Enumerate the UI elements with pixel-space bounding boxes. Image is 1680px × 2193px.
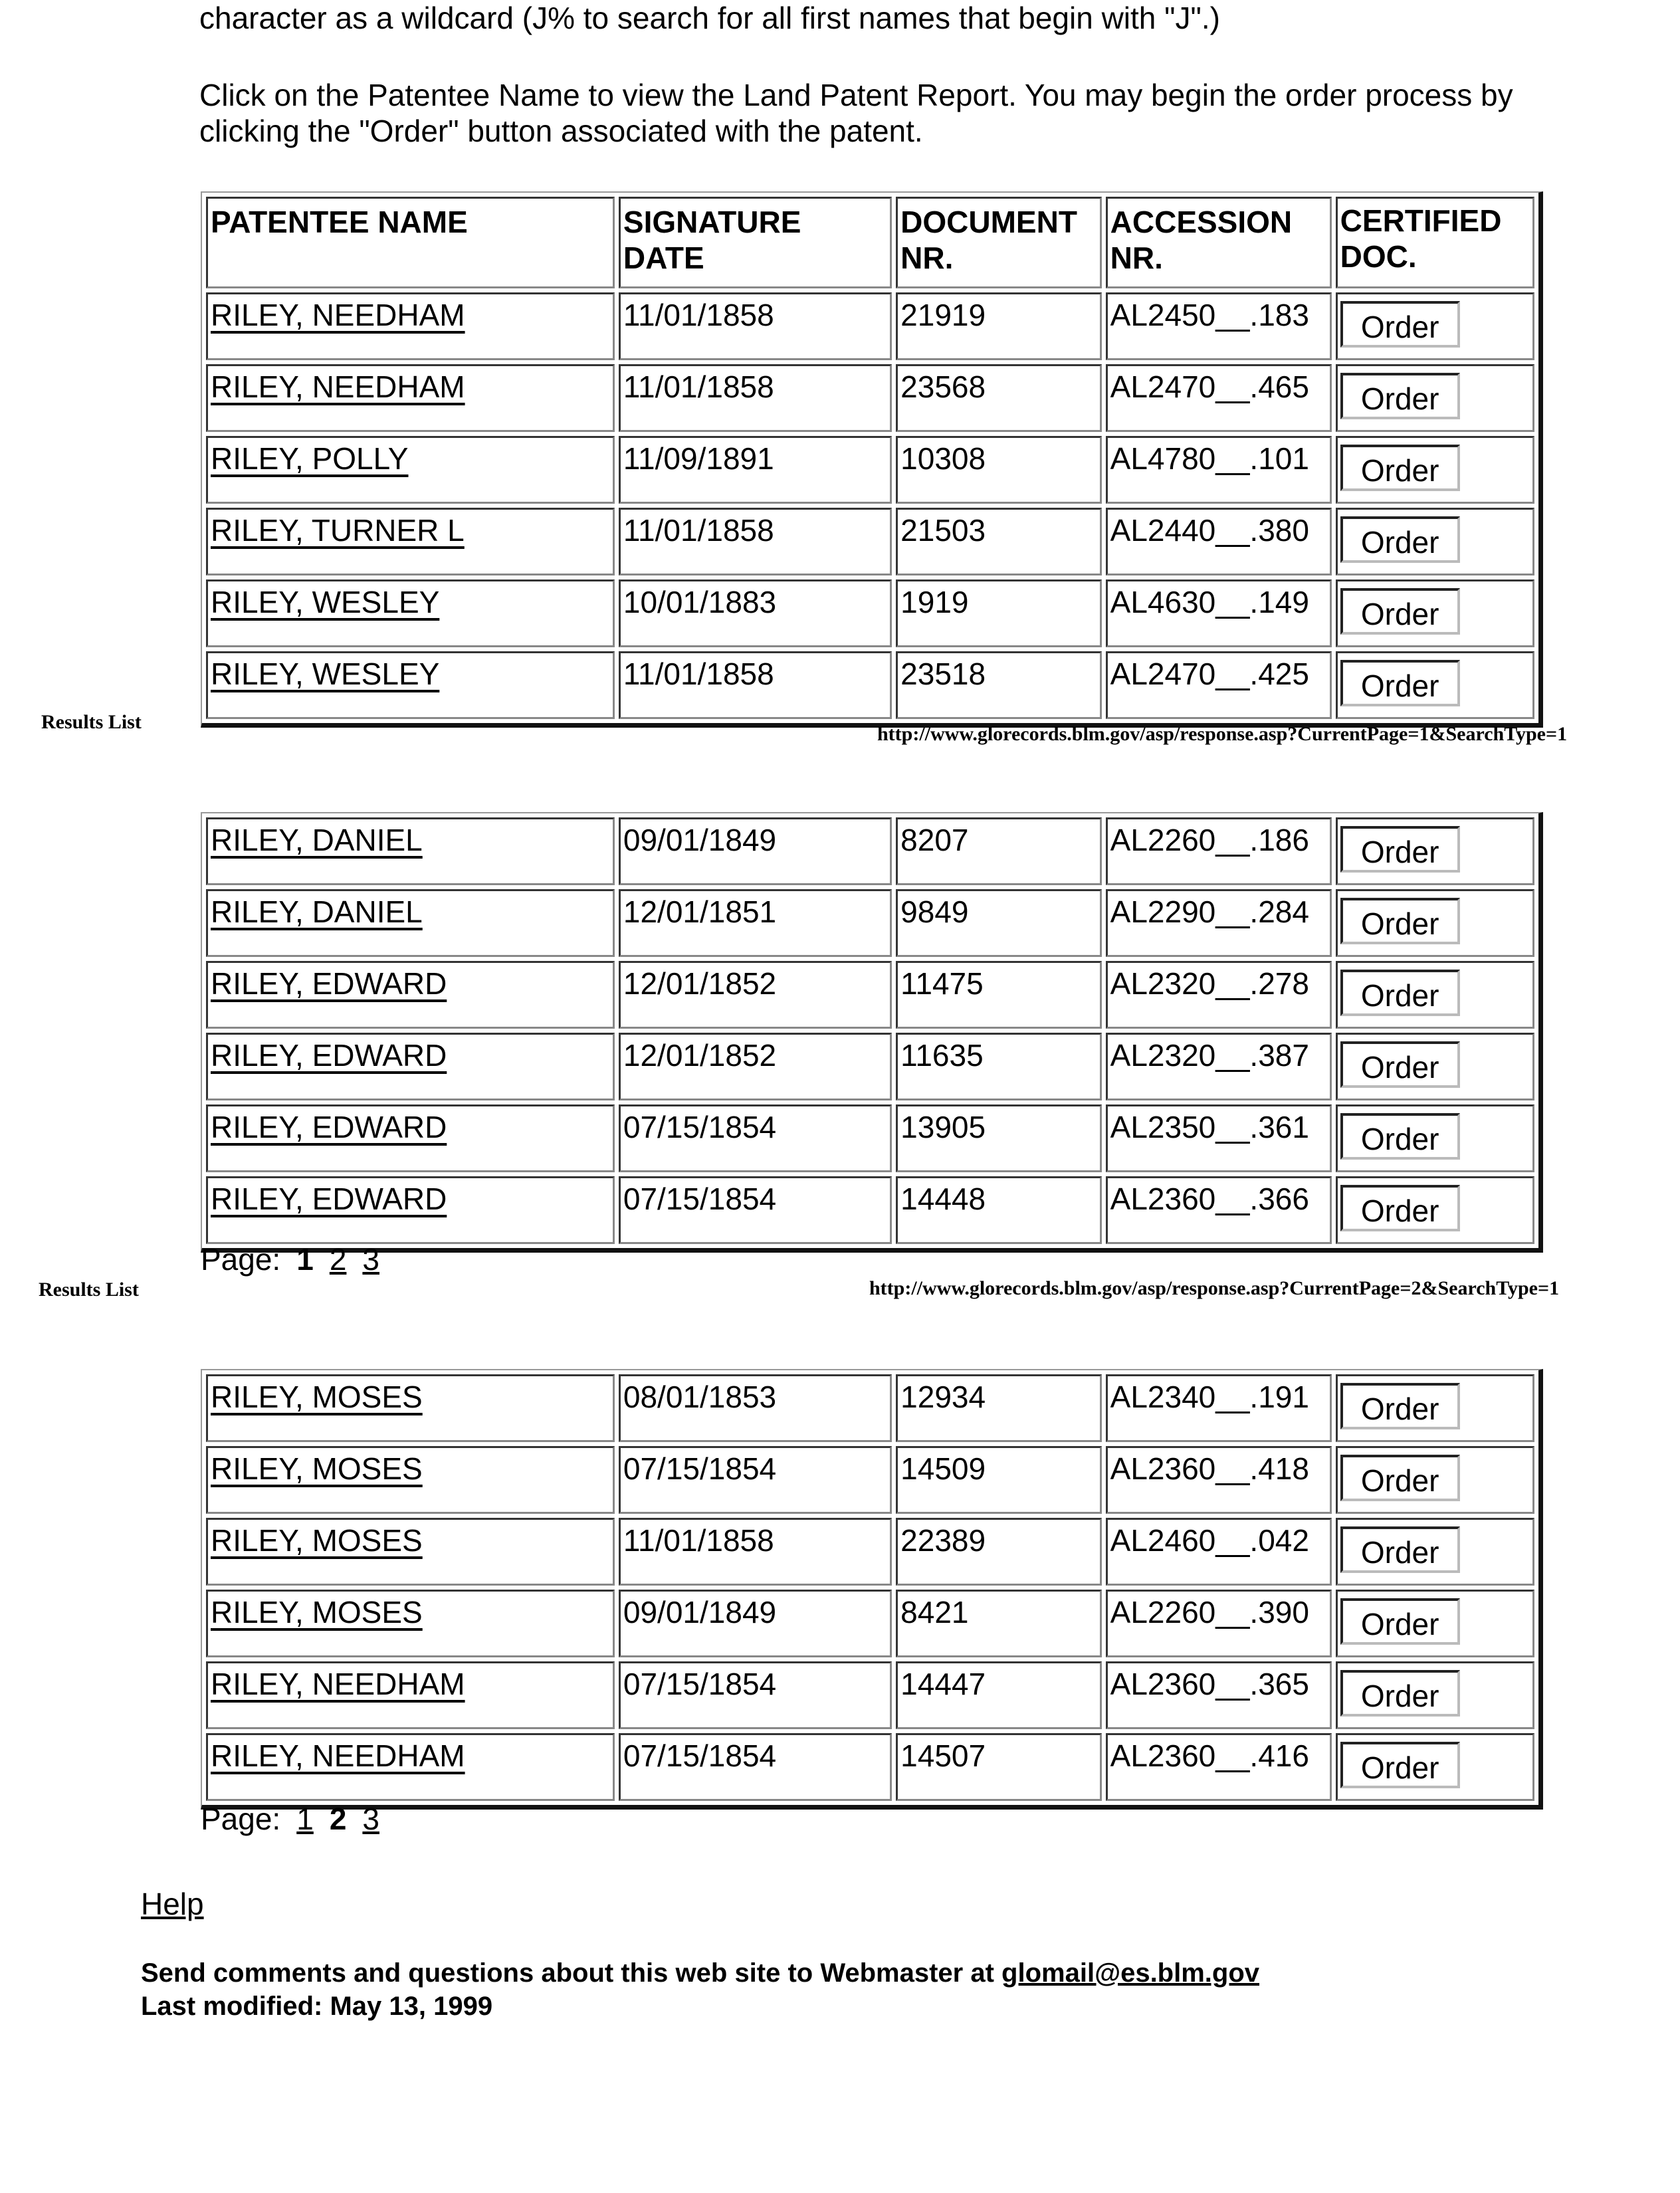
document-nr-cell: 21919	[896, 292, 1101, 360]
accession-nr-cell: AL2290__.284	[1106, 889, 1332, 957]
contact-info	[141, 1956, 1259, 2023]
webmaster-email-link[interactable]: glomail@es.blm.gov	[1001, 1958, 1260, 1988]
accession-nr-cell: AL2350__.361	[1106, 1104, 1332, 1172]
order-instructions: Click on the Patentee Name to view the Land Patent Report. You may begin the order process by clicking the "Order" button associated with the patent.	[199, 78, 1513, 148]
table-body	[206, 292, 1534, 719]
patentee-name-link[interactable]: RILEY, EDWARD	[211, 1110, 447, 1144]
accession-nr-cell: AL2320__.387	[1106, 1033, 1332, 1100]
signature-date-cell: 11/01/1858	[619, 651, 892, 719]
table-row	[206, 1733, 1534, 1801]
certified-doc-cell	[1336, 508, 1534, 575]
patentee-name-cell	[206, 292, 615, 360]
order-button[interactable]: Order	[1340, 445, 1460, 491]
header-certified-doc: CERTIFIED DOC.	[1336, 197, 1534, 288]
patentee-name-link[interactable]: RILEY, MOSES	[211, 1451, 423, 1486]
table-row	[206, 436, 1534, 504]
document-nr-cell: 8421	[896, 1590, 1101, 1657]
document-nr-cell: 9849	[896, 889, 1101, 957]
certified-doc-cell	[1336, 651, 1534, 719]
page-item	[296, 1802, 314, 1836]
table-row	[206, 1176, 1534, 1244]
patentee-name-link[interactable]: RILEY, EDWARD	[211, 1038, 447, 1073]
patentee-name-cell	[206, 961, 615, 1029]
certified-doc-cell	[1336, 1446, 1534, 1514]
table-row	[206, 364, 1534, 432]
order-button[interactable]: Order	[1340, 1526, 1460, 1573]
results-table-page-2	[201, 812, 1543, 1253]
certified-doc-cell	[1336, 1590, 1534, 1657]
order-button[interactable]: Order	[1340, 1383, 1460, 1429]
order-button[interactable]: Order	[1340, 1185, 1460, 1231]
patentee-name-link[interactable]: RILEY, MOSES	[211, 1523, 423, 1558]
patentee-name-cell	[206, 1446, 615, 1514]
patentee-name-cell	[206, 1661, 615, 1729]
print-footer-label: Results List	[41, 711, 142, 733]
patentee-name-link[interactable]: RILEY, MOSES	[211, 1595, 423, 1629]
table-row	[206, 1518, 1534, 1586]
order-button[interactable]: Order	[1340, 970, 1460, 1016]
patentee-name-cell	[206, 1104, 615, 1172]
table-row	[206, 1661, 1534, 1729]
document-nr-cell: 14509	[896, 1446, 1101, 1514]
accession-nr-cell: AL2460__.042	[1106, 1518, 1332, 1586]
page-link-2[interactable]: 2	[329, 1242, 347, 1277]
order-button[interactable]: Order	[1340, 588, 1460, 635]
certified-doc-cell	[1336, 1033, 1534, 1100]
certified-doc-cell	[1336, 579, 1534, 647]
certified-doc-cell	[1336, 1661, 1534, 1729]
document-nr-cell: 11635	[896, 1033, 1101, 1100]
certified-doc-cell	[1336, 961, 1534, 1029]
table-row	[206, 1374, 1534, 1442]
order-button[interactable]: Order	[1340, 1455, 1460, 1501]
patentee-name-cell	[206, 889, 615, 957]
signature-date-cell: 07/15/1854	[619, 1104, 892, 1172]
help-link[interactable]: Help	[141, 1887, 204, 1921]
certified-doc-cell	[1336, 1104, 1534, 1172]
patentee-name-cell	[206, 1733, 615, 1801]
order-button[interactable]: Order	[1340, 826, 1460, 873]
signature-date-cell: 07/15/1854	[619, 1661, 892, 1729]
header-patentee-name: PATENTEE NAME	[206, 197, 615, 288]
patentee-name-cell	[206, 1033, 615, 1100]
accession-nr-cell: AL2260__.390	[1106, 1590, 1332, 1657]
document-nr-cell: 11475	[896, 961, 1101, 1029]
document-nr-cell: 8207	[896, 817, 1101, 885]
patentee-name-cell	[206, 651, 615, 719]
patentee-name-cell	[206, 817, 615, 885]
signature-date-cell: 11/09/1891	[619, 436, 892, 504]
signature-date-cell: 11/01/1858	[619, 1518, 892, 1586]
patentee-name-link[interactable]: RILEY, DANIEL	[211, 823, 423, 857]
accession-nr-cell: AL2360__.366	[1106, 1176, 1332, 1244]
order-button[interactable]: Order	[1340, 1598, 1460, 1645]
table-row	[206, 292, 1534, 360]
document-nr-cell: 21503	[896, 508, 1101, 575]
signature-date-cell: 10/01/1883	[619, 579, 892, 647]
patentee-name-link[interactable]: RILEY, WESLEY	[211, 657, 440, 691]
order-button[interactable]: Order	[1340, 898, 1460, 944]
document-nr-cell: 14448	[896, 1176, 1101, 1244]
table-header-row	[206, 197, 1534, 288]
order-button[interactable]: Order	[1340, 1041, 1460, 1088]
patentee-name-link[interactable]: RILEY, MOSES	[211, 1380, 423, 1414]
table-body	[206, 817, 1534, 1244]
document-nr-cell: 23568	[896, 364, 1101, 432]
document-nr-cell: 10308	[896, 436, 1101, 504]
print-footer-label: Results List	[39, 1279, 139, 1301]
table-row	[206, 817, 1534, 885]
patentee-name-cell	[206, 1518, 615, 1586]
header-accession-nr: ACCESSION NR.	[1106, 197, 1332, 288]
accession-nr-cell: AL4780__.101	[1106, 436, 1332, 504]
certified-doc-cell	[1336, 364, 1534, 432]
signature-date-cell: 08/01/1853	[619, 1374, 892, 1442]
signature-date-cell: 12/01/1851	[619, 889, 892, 957]
table-row	[206, 508, 1534, 575]
print-footer-url: http://www.glorecords.blm.gov/asp/response.asp?CurrentPage=1&SearchType=1	[877, 723, 1568, 745]
table-row	[206, 579, 1534, 647]
signature-date-cell: 07/15/1854	[619, 1733, 892, 1801]
accession-nr-cell: AL2340__.191	[1106, 1374, 1332, 1442]
patentee-name-link[interactable]: RILEY, TURNER L	[211, 513, 465, 548]
certified-doc-cell	[1336, 817, 1534, 885]
page-item	[330, 1242, 347, 1277]
accession-nr-cell: AL2470__.425	[1106, 651, 1332, 719]
signature-date-cell: 11/01/1858	[619, 364, 892, 432]
patentee-name-cell	[206, 1590, 615, 1657]
signature-date-cell: 09/01/1849	[619, 817, 892, 885]
contact-text: Send comments and questions about this web site to Webmaster at	[141, 1958, 1002, 1988]
order-button[interactable]: Order	[1340, 1670, 1460, 1717]
accession-nr-cell: AL2360__.416	[1106, 1733, 1332, 1801]
accession-nr-cell: AL2320__.278	[1106, 961, 1332, 1029]
results-table-page-3	[201, 1369, 1543, 1810]
patentee-name-cell	[206, 508, 615, 575]
signature-date-cell: 12/01/1852	[619, 961, 892, 1029]
table-body	[206, 1374, 1534, 1801]
patentee-name-link[interactable]: RILEY, EDWARD	[211, 1182, 447, 1216]
certified-doc-cell	[1336, 292, 1534, 360]
signature-date-cell: 12/01/1852	[619, 1033, 892, 1100]
current-page: 1	[296, 1242, 314, 1277]
table-row	[206, 1104, 1534, 1172]
patentee-name-link[interactable]: RILEY, POLLY	[211, 441, 409, 476]
certified-doc-cell	[1336, 889, 1534, 957]
current-page: 2	[329, 1802, 347, 1836]
patentee-name-cell	[206, 1374, 615, 1442]
accession-nr-cell: AL2360__.418	[1106, 1446, 1332, 1514]
order-button[interactable]: Order	[1340, 516, 1460, 563]
order-button[interactable]: Order	[1340, 1113, 1460, 1160]
patentee-name-cell	[206, 579, 615, 647]
page-label: Page:	[201, 1242, 281, 1277]
document-nr-cell: 12934	[896, 1374, 1101, 1442]
page-link-3[interactable]: 3	[362, 1802, 379, 1836]
signature-date-cell: 09/01/1849	[619, 1590, 892, 1657]
document-nr-cell: 22389	[896, 1518, 1101, 1586]
order-button[interactable]: Order	[1340, 301, 1460, 348]
accession-nr-cell: AL2440__.380	[1106, 508, 1332, 575]
table-row	[206, 651, 1534, 719]
patentee-name-cell	[206, 436, 615, 504]
page-link-3[interactable]: 3	[362, 1242, 379, 1277]
page-item	[362, 1242, 379, 1277]
header-signature-date: SIGNATURE DATE	[619, 197, 892, 288]
patentee-name-link[interactable]: RILEY, NEEDHAM	[211, 369, 465, 404]
signature-date-cell: 11/01/1858	[619, 292, 892, 360]
document-nr-cell: 14507	[896, 1733, 1101, 1801]
certified-doc-cell	[1336, 1176, 1534, 1244]
page-label: Page:	[201, 1802, 281, 1836]
signature-date-cell: 11/01/1858	[619, 508, 892, 575]
patentee-name-link[interactable]: RILEY, EDWARD	[211, 966, 447, 1001]
table-row	[206, 1446, 1534, 1514]
order-button[interactable]: Order	[1340, 373, 1460, 419]
page-item	[362, 1802, 379, 1836]
accession-nr-cell: AL2470__.465	[1106, 364, 1332, 432]
print-footer-url: http://www.glorecords.blm.gov/asp/response.asp?CurrentPage=2&SearchType=1	[869, 1277, 1560, 1299]
table-row	[206, 1033, 1534, 1100]
order-button[interactable]: Order	[1340, 1742, 1460, 1788]
patentee-name-cell	[206, 364, 615, 432]
patentee-name-link[interactable]: RILEY, NEEDHAM	[211, 1738, 465, 1773]
accession-nr-cell: AL2260__.186	[1106, 817, 1332, 885]
pagination	[201, 1801, 379, 1837]
patentee-name-link[interactable]: RILEY, DANIEL	[211, 894, 423, 929]
accession-nr-cell: AL4630__.149	[1106, 579, 1332, 647]
certified-doc-cell	[1336, 1518, 1534, 1586]
certified-doc-cell	[1336, 1374, 1534, 1442]
table-row	[206, 889, 1534, 957]
last-modified: Last modified: May 13, 1999	[141, 1992, 493, 2021]
table-row	[206, 961, 1534, 1029]
patentee-name-link[interactable]: RILEY, NEEDHAM	[211, 1667, 465, 1701]
document-nr-cell: 13905	[896, 1104, 1101, 1172]
table-row	[206, 1590, 1534, 1657]
patentee-name-link[interactable]: RILEY, WESLEY	[211, 585, 440, 619]
results-table-page-1	[201, 191, 1543, 728]
header-document-nr: DOCUMENT NR.	[896, 197, 1101, 288]
wildcard-instructions: character as a wildcard (J% to search for all first names that begin with "J".)	[199, 1, 1220, 35]
certified-doc-cell	[1336, 436, 1534, 504]
signature-date-cell: 07/15/1854	[619, 1446, 892, 1514]
certified-doc-cell	[1336, 1733, 1534, 1801]
accession-nr-cell: AL2450__.183	[1106, 292, 1332, 360]
document-nr-cell: 14447	[896, 1661, 1101, 1729]
patentee-name-link[interactable]: RILEY, NEEDHAM	[211, 298, 465, 332]
document-nr-cell: 23518	[896, 651, 1101, 719]
accession-nr-cell: AL2360__.365	[1106, 1661, 1332, 1729]
pagination	[201, 1241, 379, 1277]
document-nr-cell: 1919	[896, 579, 1101, 647]
patentee-name-cell	[206, 1176, 615, 1244]
order-button[interactable]: Order	[1340, 660, 1460, 706]
page-link-1[interactable]: 1	[296, 1802, 314, 1836]
signature-date-cell: 07/15/1854	[619, 1176, 892, 1244]
